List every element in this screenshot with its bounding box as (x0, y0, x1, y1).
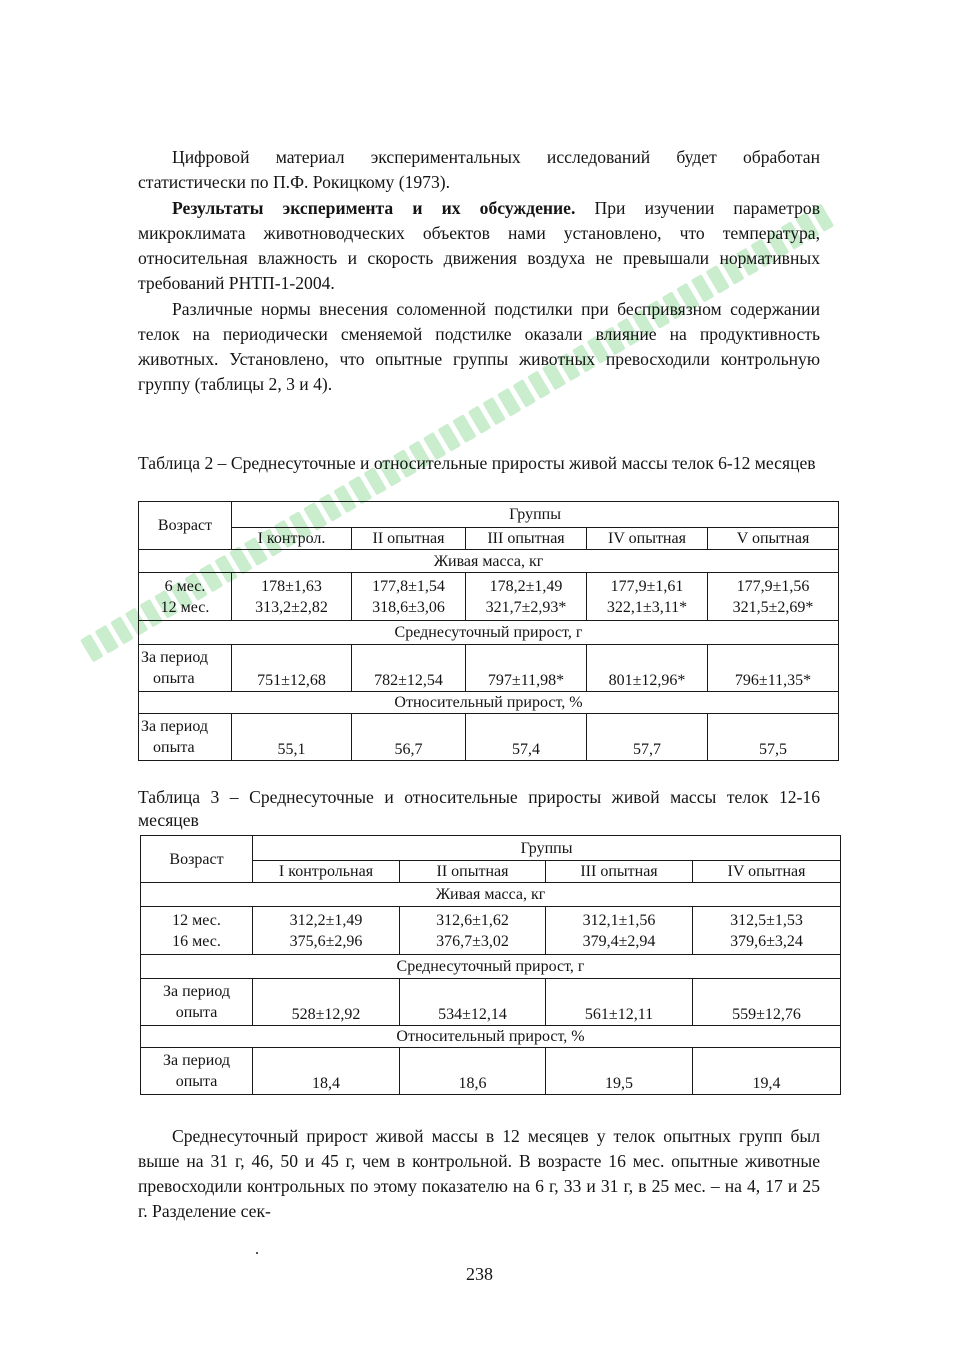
table3-mass-cell: 312,2±1,49 375,6±2,96 (253, 907, 400, 955)
table3-period-cell: За период опыта (141, 1048, 253, 1095)
table3-age-cell (141, 907, 253, 955)
table3-group-2: II опытная (400, 861, 546, 883)
table3-rel-cell: 18,6 (400, 1048, 546, 1095)
page-number: 238 (466, 1264, 493, 1284)
table2-mass-cell: 178±1,63 313,2±2,82 (232, 573, 352, 621)
table2-group-1: I контрол. (232, 528, 352, 550)
table2-rel-cell: 57,4 (466, 714, 587, 761)
table3-daily-cell: 561±12,11 (546, 979, 693, 1026)
table2-daily-cell: 796±11,35* (708, 645, 839, 692)
table2-section-relative: Относительный прирост, % (139, 692, 839, 714)
table2-mass-cell: 178,2±1,49 321,7±2,93* (466, 573, 587, 621)
table3-daily-cell: 528±12,92 (253, 979, 400, 1026)
table3-group-1: I контрольная (253, 861, 400, 883)
table2-section-daily: Среднесуточный прирост, г (139, 621, 839, 645)
table2-age-6: 6 мес. (164, 577, 206, 595)
table2-rel-cell: 57,5 (708, 714, 839, 761)
table2-header-age: Возраст (139, 502, 232, 550)
table2-section-mass: Живая масса, кг (139, 550, 839, 573)
table2-caption: Таблица 2 – Среднесуточные и относительные приросты живой массы телок 6-12 месяцев (138, 453, 816, 473)
table3-group-4: IV опытная (693, 861, 841, 883)
table3 (140, 835, 841, 1095)
table3-daily-cell: 534±12,14 (400, 979, 546, 1026)
table2-period-cell: За период опыта (139, 645, 232, 692)
table3-caption: Таблица 3 – Среднесуточные и относительные приросты живой массы телок 12-16 месяцев (138, 787, 820, 830)
table3-header-age: Возраст (141, 836, 253, 883)
paragraph-daily-gain: Среднесуточный прирост живой массы в 12 месяцев у телок опытных групп был выше на 31 г, 46, 50 и 45 г, чем в контрольной. В возрасте 16 мес. опытные животные превосходили контрольных по этому показателю на 6 г, 33 и 31 г, в 25 мес. – на 4, 17 и 25 г. Разделение сек- (138, 1126, 820, 1221)
table2-age-cell (139, 573, 232, 621)
table2-daily-cell: 797±11,98* (466, 645, 587, 692)
table3-rel-cell: 19,4 (693, 1048, 841, 1095)
table3-header-groups: Группы (253, 836, 841, 861)
table2-header-groups: Группы (232, 502, 839, 528)
table2-daily-cell: 751±12,68 (232, 645, 352, 692)
table2 (138, 501, 839, 761)
paragraph-results: Результаты эксперимента и их обсуждение. При изучении параметров микроклимата животноводческих объектов нами установлено, что температура, относительная влажность и скорость движения воздуха не превышали нормативных требований РНТП-1-2004. (138, 198, 821, 293)
table3-mass-cell: 312,6±1,62 376,7±3,02 (400, 907, 546, 955)
table2-mass-cell: 177,8±1,54 318,6±3,06 (352, 573, 466, 621)
table3-age-16: 16 мес. (172, 932, 221, 950)
scan-speck (256, 1252, 258, 1254)
table3-group-3: III опытная (546, 861, 693, 883)
table2-rel-cell: 56,7 (352, 714, 466, 761)
table2-age-12: 12 мес. (160, 598, 210, 616)
table2-mass-cell: 177,9±1,56 321,5±2,69* (708, 573, 839, 621)
table2-group-4: IV опытная (587, 528, 708, 550)
table2-group-5: V опытная (708, 528, 839, 550)
table2-period-cell: За период опыта (139, 714, 232, 761)
table2-daily-cell: 801±12,96* (587, 645, 708, 692)
table2-group-2: II опытная (352, 528, 466, 550)
paragraph-bedding: Различные нормы внесения соломенной подстилки при беспривязном содержании телок на периодически сменяемой подстилке оказали влияние на продуктивность животных. Установлено, что опытные группы животных превосходили контрольную группу (таблицы 2, 3 и 4). (138, 299, 820, 394)
table2-rel-cell: 57,7 (587, 714, 708, 761)
table2-mass-cell: 177,9±1,61 322,1±3,11* (587, 573, 708, 621)
table2-daily-cell: 782±12,54 (352, 645, 466, 692)
results-heading: Результаты эксперимента и их обсуждение. (172, 198, 576, 218)
table3-section-mass: Живая масса, кг (141, 883, 841, 907)
table2-rel-cell: 55,1 (232, 714, 352, 761)
table3-age-12: 12 мес. (172, 911, 221, 929)
paragraph-statistics: Цифровой материал экспериментальных исследований будет обработан статистически по П.Ф. Рокицкому (1973). (138, 147, 820, 192)
table2-group-3: III опытная (466, 528, 587, 550)
table3-daily-cell: 559±12,76 (693, 979, 841, 1026)
table3-rel-cell: 18,4 (253, 1048, 400, 1095)
table3-section-relative: Относительный прирост, % (141, 1026, 841, 1048)
table3-rel-cell: 19,5 (546, 1048, 693, 1095)
table3-mass-cell: 312,1±1,56 379,4±2,94 (546, 907, 693, 955)
table3-mass-cell: 312,5±1,53 379,6±3,24 (693, 907, 841, 955)
table3-section-daily: Среднесуточный прирост, г (141, 955, 841, 979)
table3-period-cell: За период опыта (141, 979, 253, 1026)
